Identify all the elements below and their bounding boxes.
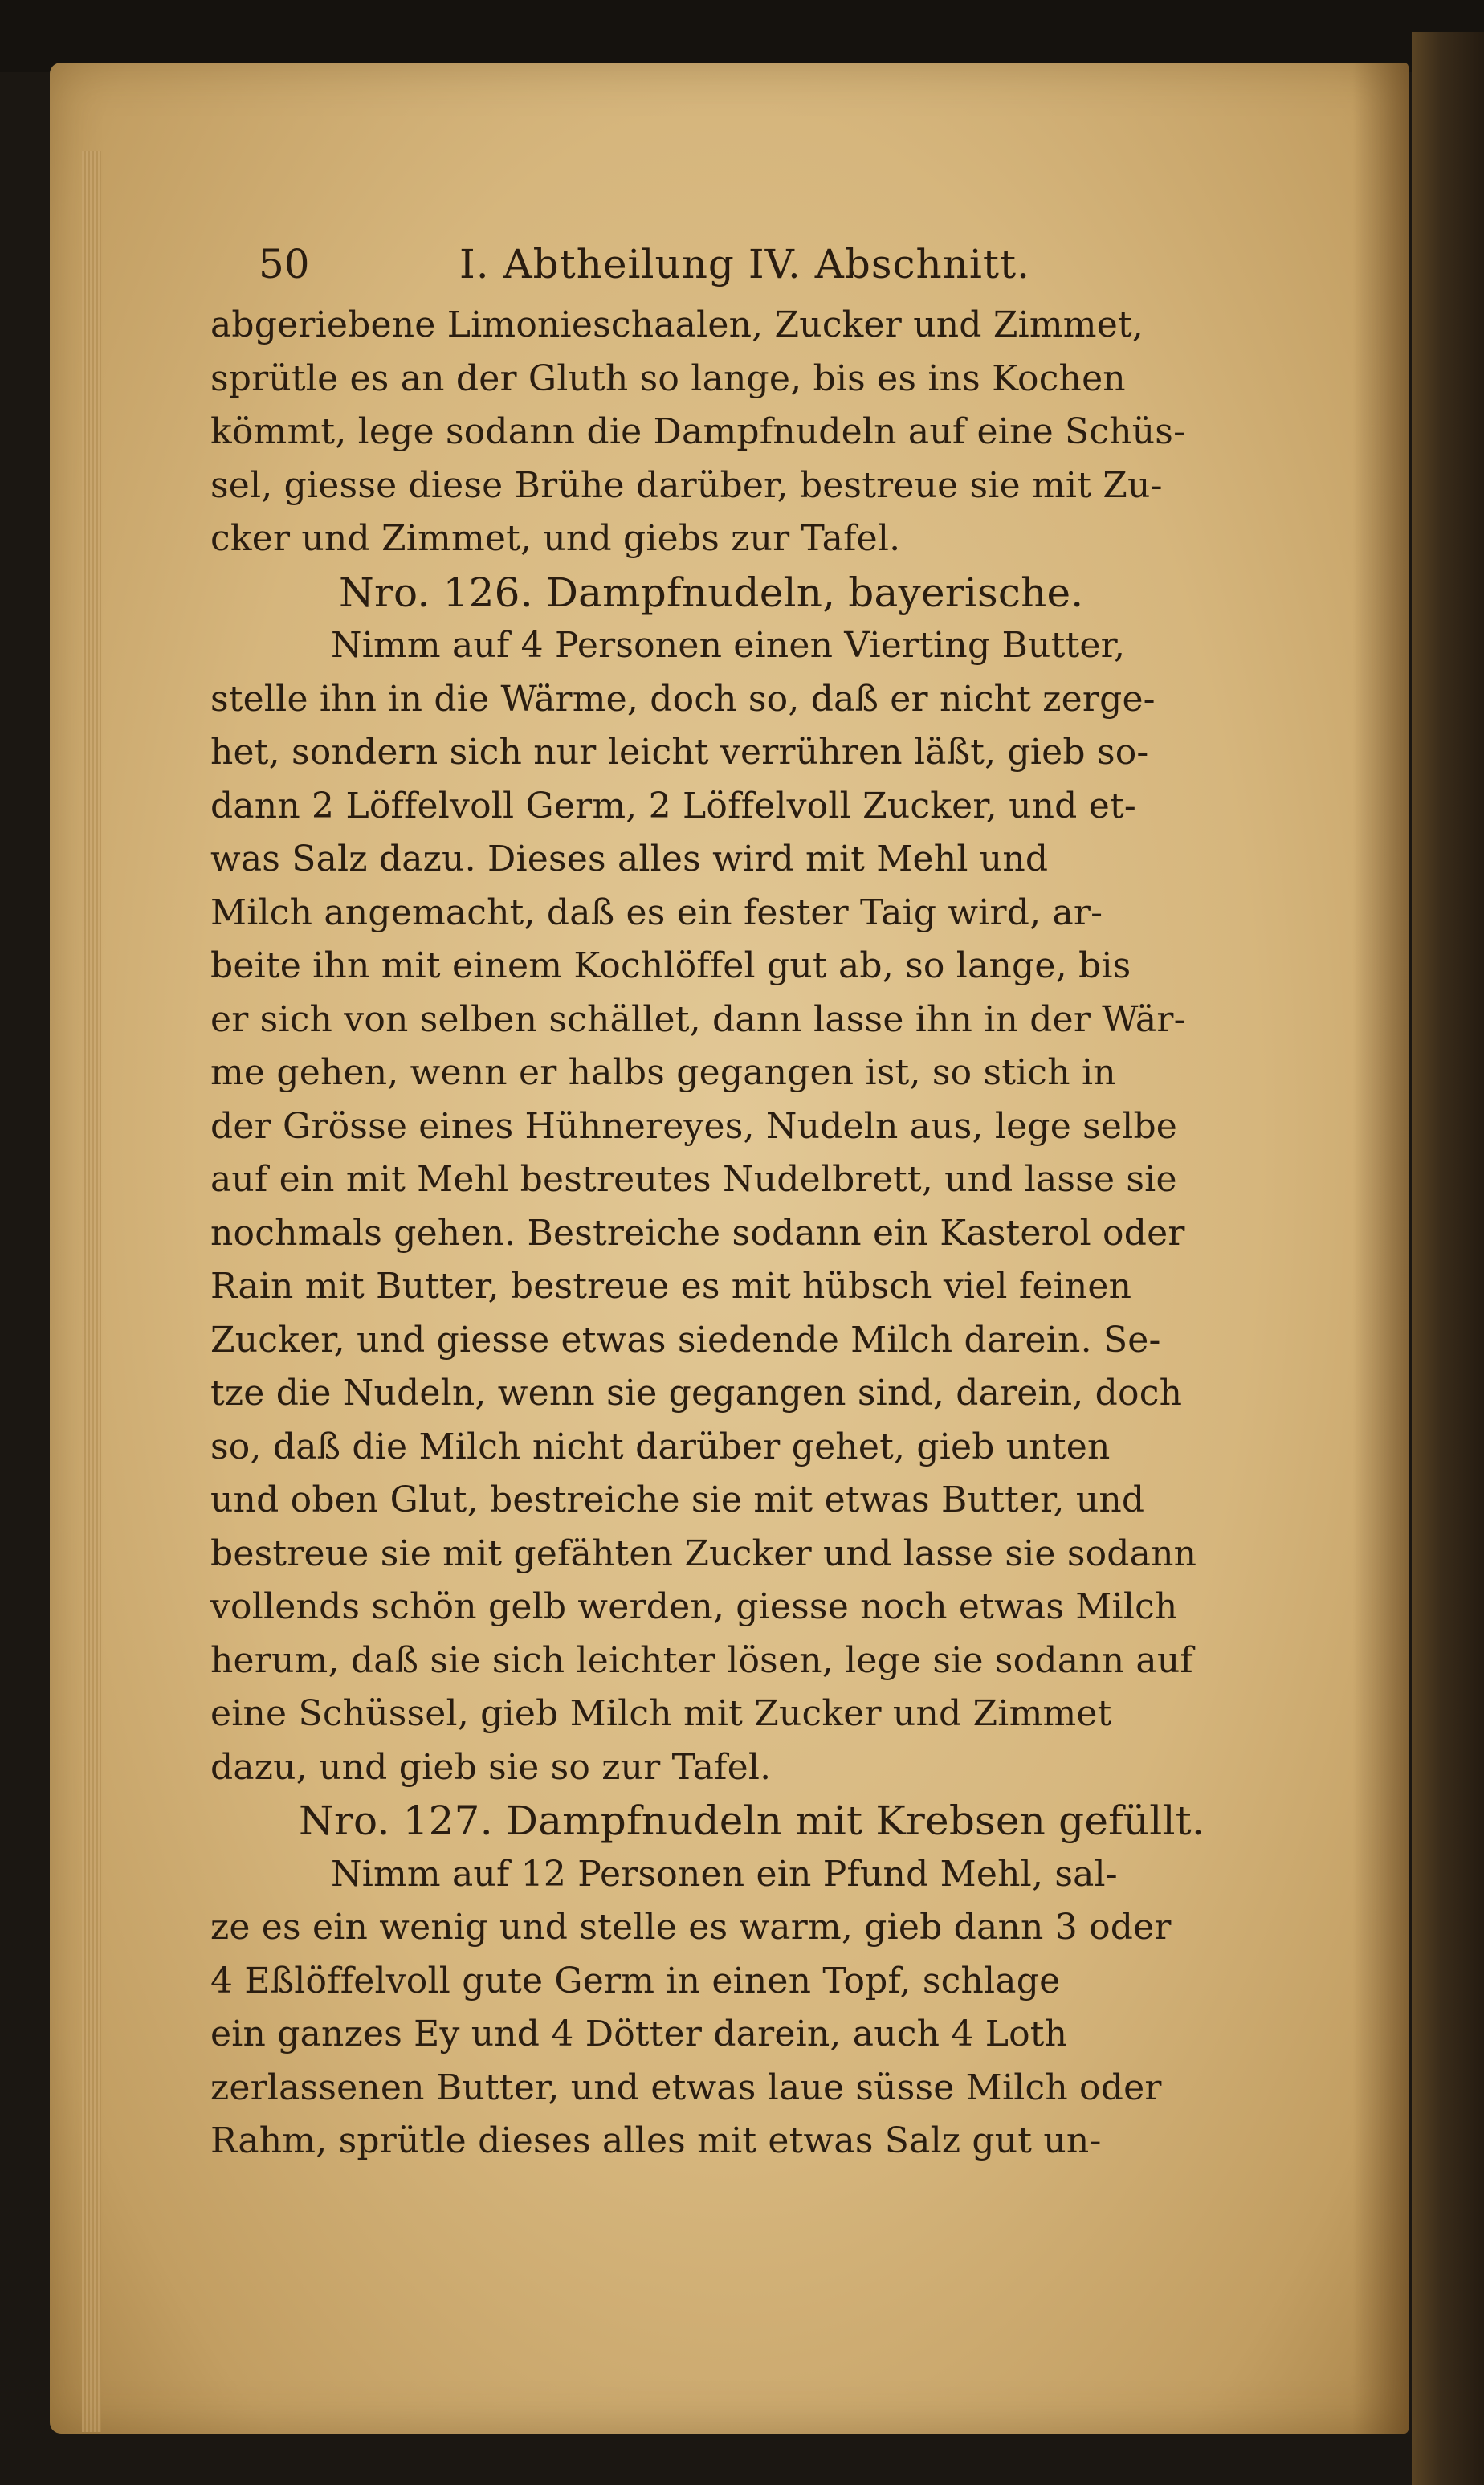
text-line: Rahm, sprütle dieses alles mit etwas Salz gut un- — [210, 2120, 1102, 2161]
text-line: vollends schön gelb werden, giesse noch etwas Milch — [210, 1586, 1178, 1627]
page-content — [210, 230, 1330, 2169]
text-line: dann 2 Löffelvoll Germ, 2 Löffelvoll Zucker, und et- — [210, 785, 1136, 826]
text-line: zerlassenen Butter, und etwas laue süsse Milch oder — [210, 2067, 1162, 2108]
text-line: abgeriebene Limonieschaalen, Zucker und Zimmet, — [210, 304, 1144, 345]
text-line: nochmals gehen. Bestreiche sodann ein Kasterol oder — [210, 1212, 1185, 1254]
page-number: 50 — [259, 241, 310, 288]
text-line: der Grösse eines Hühnereyes, Nudeln aus, lege selbe — [210, 1105, 1178, 1147]
book-cover-edge — [1412, 32, 1484, 2485]
text-line: tze die Nudeln, wenn sie gegangen sind, darein, doch — [210, 1373, 1183, 1414]
text-line: bestreue sie mit gefähten Zucker und lasse sie sodann — [210, 1532, 1197, 1574]
text-line: me gehen, wenn er halbs gegangen ist, so stich in — [210, 1052, 1116, 1093]
running-head — [210, 230, 1330, 299]
text-line: Zucker, und giesse etwas siedende Milch darein. Se- — [210, 1319, 1161, 1361]
text-line: dazu, und gieb sie so zur Tafel. — [210, 1746, 772, 1788]
text-line: kömmt, lege sodann die Dampfnudeln auf eine Schüs- — [210, 411, 1186, 452]
text-line: beite ihn mit einem Kochlöffel gut ab, so lange, bis — [210, 945, 1131, 986]
text-line: und oben Glut, bestreiche sie mit etwas Butter, und — [210, 1479, 1145, 1520]
text-line: cker und Zimmet, und giebs zur Tafel. — [210, 518, 901, 559]
text-line: Nimm auf 4 Personen einen Vierting Butter, — [331, 625, 1126, 666]
text-line: sprütle es an der Gluth so lange, bis es ins Kochen — [210, 357, 1126, 399]
text-line: 4 Eßlöffelvoll gute Germ in einen Topf, schlage — [210, 1960, 1061, 2001]
scan-background-top — [0, 0, 1484, 72]
text-line: het, sondern sich nur leicht verrühren läßt, gieb so- — [210, 732, 1149, 773]
text-line: eine Schüssel, gieb Milch mit Zucker und Zimmet — [210, 1693, 1112, 1734]
text-line: Milch angemacht, daß es ein fester Taig wird, ar- — [210, 892, 1103, 933]
recipe-127 — [210, 1794, 1330, 2169]
running-head-title: I. Abtheilung IV. Abschnitt. — [459, 241, 1030, 288]
text-line: er sich von selben schället, dann lasse ihn in der Wär- — [210, 998, 1186, 1040]
text-line: so, daß die Milch nicht darüber gehet, gieb unten — [210, 1426, 1111, 1467]
text-line: sel, giesse diese Brühe darüber, bestreue sie mit Zu- — [210, 464, 1163, 506]
continued-text — [210, 299, 1330, 566]
text-line: was Salz dazu. Dieses alles wird mit Mehl und — [210, 839, 1049, 879]
text-line: ein ganzes Ey und 4 Dötter darein, auch 4 Loth — [210, 2014, 1068, 2055]
recipe-heading: Nro. 126. Dampfnudeln, bayerische. — [339, 569, 1084, 616]
recipe-126 — [210, 566, 1330, 1795]
text-line: ze es ein wenig und stelle es warm, gieb dann 3 oder — [210, 1907, 1172, 1948]
text-line: Nimm auf 12 Personen ein Pfund Mehl, sal- — [331, 1853, 1118, 1895]
page-stack-edges — [82, 151, 101, 2432]
text-line: auf ein mit Mehl bestreutes Nudelbrett, und lasse sie — [210, 1159, 1177, 1200]
text-line: Rain mit Butter, bestreue es mit hübsch viel feinen — [210, 1266, 1132, 1307]
recipe-heading: Nro. 127. Dampfnudeln mit Krebsen gefüllt. — [299, 1797, 1205, 1844]
page-gutter-shadow — [1352, 63, 1409, 2434]
text-line: herum, daß sie sich leichter lösen, lege sie sodann auf — [210, 1639, 1193, 1681]
text-line: stelle ihn in die Wärme, doch so, daß er nicht zerge- — [210, 678, 1156, 720]
